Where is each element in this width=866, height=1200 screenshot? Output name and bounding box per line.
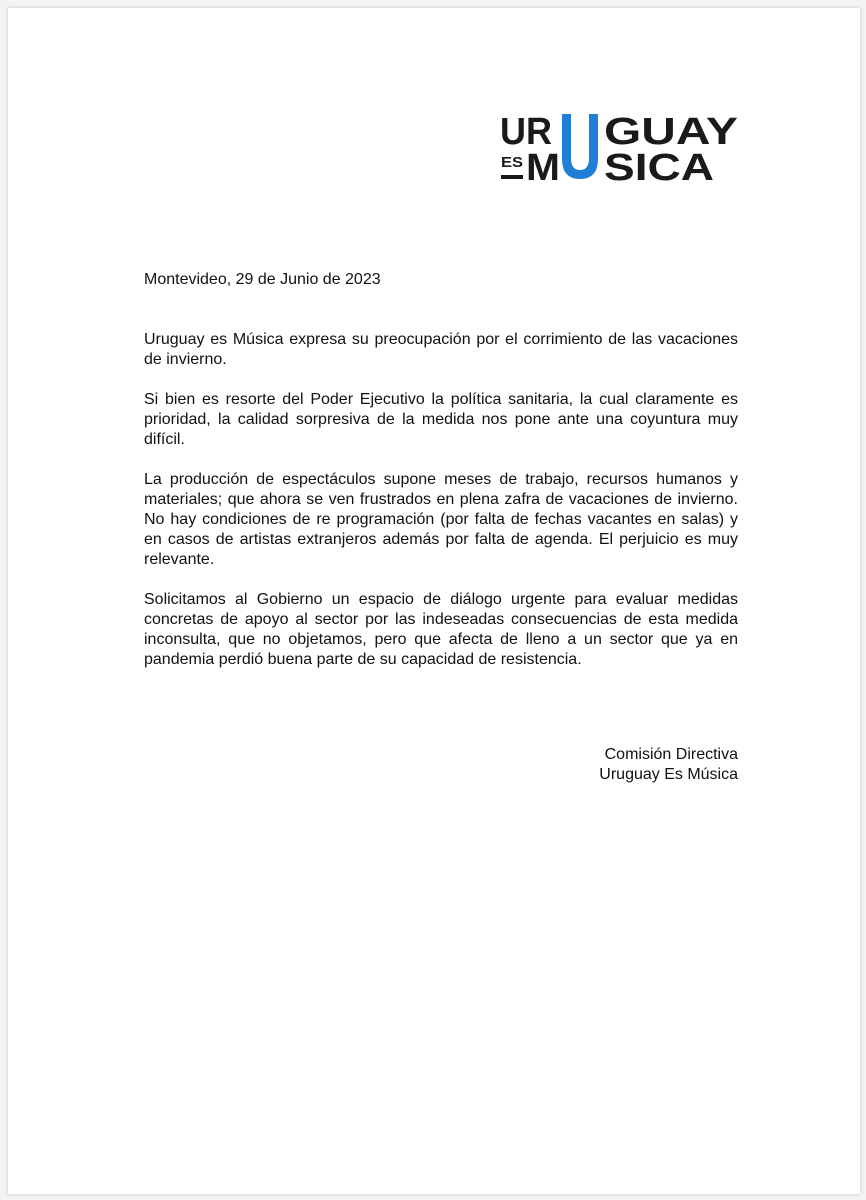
letter-body	[144, 330, 738, 690]
logo-line2-right: SICA	[604, 147, 714, 186]
signature-block	[458, 745, 738, 785]
letter-date: Montevideo, 29 de Junio de 2023	[144, 271, 381, 288]
signature-line-2: Uruguay Es Música	[599, 766, 738, 783]
logo-graphic	[500, 112, 740, 186]
paragraph: Si bien es resorte del Poder Ejecutivo la política sanitaria, la cual claramente es prioridad, la calidad sorpresiva de la medida nos pone ante una coyuntura muy difícil.	[144, 391, 738, 448]
logo-line1-left: UR	[500, 112, 552, 153]
logo-line2-left: M	[526, 147, 560, 186]
signature-line-1: Comisión Directiva	[604, 746, 738, 763]
paragraph: Uruguay es Música expresa su preocupación por el corrimiento de las vacaciones de invierno.	[144, 331, 738, 368]
logo-blue-u-shape	[562, 114, 598, 179]
letter-page	[8, 8, 860, 1194]
uruguay-es-musica-logo	[500, 112, 740, 186]
logo-underline-bar	[501, 175, 523, 179]
paragraph: La producción de espectáculos supone meses de trabajo, recursos humanos y materiales; que ahora se ven frustrados en plena zafra de vacaciones de invierno. No hay condiciones de re programación (por falta de fechas vacantes en salas) y en casos de artistas extranjeros además por falta de agenda. El perjuicio es muy relevante.	[144, 471, 738, 568]
logo-es: ES	[501, 154, 523, 171]
logo-line1-right: GUAY	[604, 112, 738, 153]
paragraph: Solicitamos al Gobierno un espacio de diálogo urgente para evaluar medidas concretas de apoyo al sector por las indeseadas consecuencias de esta medida inconsulta, que no objetamos, pero que afecta de lleno a un sector que ya en pandemia perdió buena parte de su capacidad de resistencia.	[144, 591, 738, 668]
